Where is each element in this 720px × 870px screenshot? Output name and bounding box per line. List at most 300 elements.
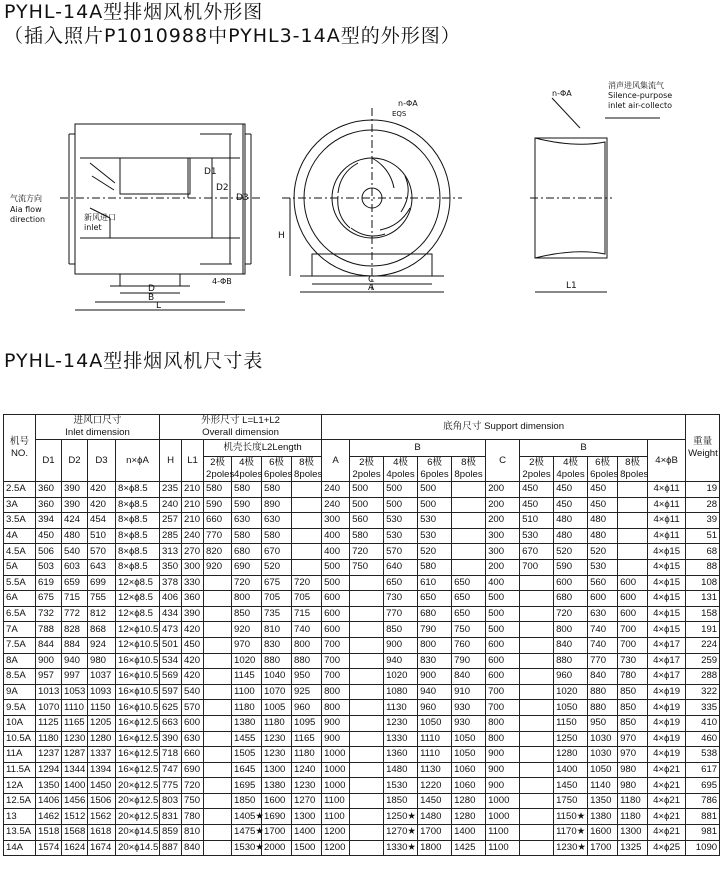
table-cell: 510	[520, 513, 554, 529]
col-h: H	[160, 440, 182, 482]
table-cell: 2.5A	[4, 482, 36, 498]
table-cell	[350, 622, 384, 638]
table-cell: 750	[350, 559, 384, 575]
table-cell: 8×ϕ8.5	[116, 482, 160, 498]
table-cell: 1400	[554, 762, 588, 778]
dimension-table	[3, 414, 720, 856]
table-cell	[204, 575, 232, 591]
table-row	[4, 809, 720, 825]
table-cell: 700	[618, 637, 648, 653]
table-cell: 3.5A	[4, 513, 36, 529]
table-cell: 300	[486, 528, 520, 544]
table-cell: 800	[322, 700, 350, 716]
table-cell	[204, 809, 232, 825]
table-row	[4, 497, 720, 513]
table-cell: 1695	[232, 778, 262, 794]
dim-d2: D2	[216, 183, 229, 193]
table-cell: 610	[418, 575, 452, 591]
table-cell: 580	[232, 528, 262, 544]
table-cell: 1400	[62, 778, 88, 794]
table-cell: 1480	[418, 809, 452, 825]
table-cell: 450	[588, 482, 618, 498]
table-row	[4, 840, 720, 856]
table-cell: 200	[486, 559, 520, 575]
table-cell: 360	[36, 497, 62, 513]
table-cell: 1280	[452, 793, 486, 809]
table-cell: 590	[204, 497, 232, 513]
table-cell: 191	[686, 622, 720, 638]
table-cell: 1456	[62, 793, 88, 809]
table-cell: 740	[292, 622, 322, 638]
table-cell	[618, 528, 648, 544]
table-cell	[204, 747, 232, 763]
table-cell: 1130	[418, 762, 452, 778]
table-cell: 300	[182, 559, 204, 575]
table-cell: 1505	[232, 747, 262, 763]
table-cell	[520, 669, 554, 685]
table-cell	[204, 622, 232, 638]
table-cell	[204, 840, 232, 856]
table-cell: 1100	[322, 793, 350, 809]
table-cell: 10A	[4, 715, 36, 731]
table-cell: 810	[262, 622, 292, 638]
dimension-table-body	[4, 482, 720, 856]
table-cell: 800	[232, 591, 262, 607]
table-cell: 9A	[4, 684, 36, 700]
col-b-group: B	[350, 440, 486, 457]
table-cell: 1070	[36, 700, 62, 716]
table-cell	[350, 762, 384, 778]
table-cell	[350, 809, 384, 825]
collector-label-en1: Silence-purpose	[608, 91, 673, 100]
table-cell	[520, 591, 554, 607]
b2-6poles: 6极 6poles	[588, 457, 618, 482]
table-cell: 510	[88, 528, 116, 544]
table-cell: 12×ϕ10.5	[116, 637, 160, 653]
table-cell: 570	[384, 544, 418, 560]
table-cell: 1380	[232, 715, 262, 731]
table-cell: 1140	[588, 778, 618, 794]
table-cell: 12A	[4, 778, 36, 794]
table-cell: 1040	[262, 669, 292, 685]
table-cell: 659	[62, 575, 88, 591]
col-l1: L1	[182, 440, 204, 482]
table-cell: 1013	[36, 684, 62, 700]
table-cell: 920	[232, 622, 262, 638]
table-cell: 520	[418, 544, 452, 560]
table-cell: 680	[554, 591, 588, 607]
table-cell: 10.5A	[4, 731, 36, 747]
table-cell: 705	[262, 591, 292, 607]
table-cell	[292, 559, 322, 575]
table-cell: 4×ϕ15	[648, 591, 686, 607]
table-cell: 1180	[618, 793, 648, 809]
table-cell: 650	[452, 606, 486, 622]
table-cell: 1050	[418, 715, 452, 731]
table-cell: 400	[486, 575, 520, 591]
table-cell	[350, 684, 384, 700]
table-cell: 1270	[292, 793, 322, 809]
table-cell: 790	[452, 653, 486, 669]
table-cell: 775	[160, 778, 182, 794]
table-cell: 670	[520, 544, 554, 560]
table-cell: 13.5A	[4, 825, 36, 841]
table-cell: 570	[182, 700, 204, 716]
table-cell: 1450	[554, 778, 588, 794]
table-cell: 600	[486, 637, 520, 653]
table-cell: 450	[182, 637, 204, 653]
table-cell: 1350	[588, 793, 618, 809]
table-cell: 1050	[452, 731, 486, 747]
table-cell: 1145	[232, 669, 262, 685]
table-cell: 700	[322, 637, 350, 653]
dim-a: A	[368, 283, 375, 293]
table-cell: 7.5A	[4, 637, 36, 653]
table-cell: 890	[262, 497, 292, 513]
table-row	[4, 591, 720, 607]
table-cell: 450	[36, 528, 62, 544]
table-cell	[204, 637, 232, 653]
table-cell: 732	[36, 606, 62, 622]
table-cell: 500	[350, 497, 384, 513]
table-cell	[350, 731, 384, 747]
table-row	[4, 669, 720, 685]
table-cell	[204, 715, 232, 731]
b2-2poles: 2极 2poles	[520, 457, 554, 482]
table-cell: 720	[232, 575, 262, 591]
table-cell: 1518	[36, 825, 62, 841]
table-cell: 240	[182, 528, 204, 544]
table-cell: 530	[520, 528, 554, 544]
table-cell	[520, 684, 554, 700]
table-cell: 420	[182, 653, 204, 669]
table-cell: 1200	[322, 840, 350, 856]
table-cell: 560	[588, 575, 618, 591]
table-cell: 940	[62, 653, 88, 669]
table-cell: 68	[686, 544, 720, 560]
table-cell: 9.5A	[4, 700, 36, 716]
table-cell: 4×ϕ17	[648, 653, 686, 669]
table-cell: 643	[88, 559, 116, 575]
dim-d: D	[148, 284, 155, 294]
table-cell: 980	[88, 653, 116, 669]
table-cell	[204, 669, 232, 685]
table-cell: 970	[618, 731, 648, 747]
table-cell: 285	[160, 528, 182, 544]
eqs-label: EQS	[392, 110, 407, 118]
table-cell: 259	[686, 653, 720, 669]
table-cell: 313	[160, 544, 182, 560]
table-cell: 1237	[36, 747, 62, 763]
table-cell: 970	[232, 637, 262, 653]
table-cell: 831	[160, 809, 182, 825]
table-row	[4, 825, 720, 841]
table-cell: 880	[262, 653, 292, 669]
table-cell: 540	[62, 544, 88, 560]
table-cell: 1394	[88, 762, 116, 778]
table-cell: 1110	[418, 731, 452, 747]
table-cell: 650	[418, 591, 452, 607]
table-cell: 530	[384, 528, 418, 544]
table-cell: 520	[262, 559, 292, 575]
b-6poles: 6极 6poles	[418, 457, 452, 482]
table-cell: 1200	[322, 825, 350, 841]
table-cell: 3A	[4, 497, 36, 513]
table-cell: 16×ϕ10.5	[116, 669, 160, 685]
table-cell: 257	[160, 513, 182, 529]
table-cell: 881	[686, 809, 720, 825]
table-cell: 1205	[88, 715, 116, 731]
table-cell: 1100	[486, 840, 520, 856]
table-cell: 20×ϕ12.5	[116, 809, 160, 825]
table-cell: 200	[486, 513, 520, 529]
inlet-header: 进风口尺寸 Inlet dimension	[36, 415, 160, 440]
table-cell: 158	[686, 606, 720, 622]
table-cell: 1030	[588, 747, 618, 763]
table-cell: 600	[554, 575, 588, 591]
table-cell: 940	[418, 684, 452, 700]
table-cell: 12×ϕ8.5	[116, 606, 160, 622]
airflow-label-en2: direction	[10, 215, 46, 224]
table-cell: 1400	[292, 825, 322, 841]
table-cell: 473	[160, 622, 182, 638]
table-cell: 8×ϕ8.5	[116, 513, 160, 529]
table-cell	[452, 482, 486, 498]
drawing-title: PYHL-14A型排烟风机外形图	[4, 1, 264, 23]
table-cell: 1070	[262, 684, 292, 700]
table-cell: 1000	[322, 747, 350, 763]
table-cell: 8.5A	[4, 669, 36, 685]
table-cell: 700	[486, 684, 520, 700]
table-cell: 1093	[88, 684, 116, 700]
table-cell	[452, 528, 486, 544]
table-cell: 800	[292, 637, 322, 653]
table-cell: 480	[588, 528, 618, 544]
table-cell: 500	[384, 482, 418, 498]
table-cell: 51	[686, 528, 720, 544]
table-cell: 715	[62, 591, 88, 607]
table-cell: 1287	[62, 747, 88, 763]
table-cell: 460	[686, 731, 720, 747]
table-cell: 600	[182, 715, 204, 731]
table-cell: 1230	[292, 778, 322, 794]
table-cell: 16×ϕ12.5	[116, 715, 160, 731]
table-cell: 394	[36, 513, 62, 529]
front-view	[282, 108, 462, 292]
collector-label-cn: 消声进风集流气	[608, 81, 664, 90]
table-cell: 1600	[262, 793, 292, 809]
table-cell: 500	[322, 575, 350, 591]
table-cell: 4×ϕ11	[648, 482, 686, 498]
table-cell: 780	[618, 669, 648, 685]
table-cell: 500	[350, 482, 384, 498]
table-cell: 1230	[262, 731, 292, 747]
table-cell: 1165	[62, 715, 88, 731]
table-cell: 534	[160, 653, 182, 669]
table-cell: 828	[62, 622, 88, 638]
table-cell: 580	[262, 482, 292, 498]
table-cell	[520, 809, 554, 825]
table-cell: 720	[350, 544, 384, 560]
table-cell: 1060	[452, 778, 486, 794]
table-cell: 1000	[322, 778, 350, 794]
table-cell	[350, 700, 384, 716]
table-cell: 1462	[36, 809, 62, 825]
table-cell: 850	[618, 700, 648, 716]
table-cell: 600	[322, 622, 350, 638]
col-a: A	[322, 440, 350, 482]
table-cell	[520, 762, 554, 778]
table-cell: 1850	[384, 793, 418, 809]
table-cell: 503	[36, 559, 62, 575]
table-cell: 1220	[418, 778, 452, 794]
table-row	[4, 700, 720, 716]
table-cell: 619	[36, 575, 62, 591]
table-cell: 1475★	[232, 825, 262, 841]
table-cell: 16×ϕ12.5	[116, 747, 160, 763]
table-cell: 1530★	[232, 840, 262, 856]
col-c: C	[486, 440, 520, 482]
table-cell: 900	[486, 762, 520, 778]
table-cell: 480	[588, 513, 618, 529]
table-cell: 1130	[384, 700, 418, 716]
table-cell	[520, 840, 554, 856]
table-cell: 1300	[618, 825, 648, 841]
table-cell: 1000	[486, 793, 520, 809]
table-cell	[520, 606, 554, 622]
table-cell: 4×ϕ19	[648, 731, 686, 747]
table-cell: 390	[160, 731, 182, 747]
table-cell: 11A	[4, 747, 36, 763]
table-cell: 224	[686, 637, 720, 653]
table-cell: 20×ϕ12.5	[116, 778, 160, 794]
table-cell: 4×ϕ15	[648, 559, 686, 575]
table-cell: 1000	[486, 809, 520, 825]
table-cell: 1562	[88, 809, 116, 825]
table-cell: 540	[182, 684, 204, 700]
table-cell: 600	[486, 669, 520, 685]
table-cell: 16×ϕ10.5	[116, 700, 160, 716]
table-cell: 1180	[262, 715, 292, 731]
table-cell: 790	[418, 622, 452, 638]
table-cell: 715	[292, 606, 322, 622]
table-cell: 1250	[554, 731, 588, 747]
table-cell: 1455	[232, 731, 262, 747]
table-cell: 39	[686, 513, 720, 529]
table-cell: 840	[588, 669, 618, 685]
table-cell: 1850	[232, 793, 262, 809]
col-b2-group: B	[520, 440, 648, 457]
table-cell: 28	[686, 497, 720, 513]
table-cell: 8×ϕ8.5	[116, 497, 160, 513]
table-cell: 4×ϕ19	[648, 700, 686, 716]
table-cell: 1750	[554, 793, 588, 809]
table-cell: 740	[588, 637, 618, 653]
table-cell: 1330★	[384, 840, 418, 856]
table-cell: 630	[182, 731, 204, 747]
table-cell: 210	[182, 513, 204, 529]
table-cell: 530	[588, 559, 618, 575]
drawing-subtitle: （插入照片P1010988中PYHL3-14A型的外形图）	[4, 25, 461, 47]
table-cell: 597	[160, 684, 182, 700]
table-cell: 580	[262, 528, 292, 544]
col-4xb: 4×ϕB	[648, 440, 686, 482]
table-cell: 700	[322, 669, 350, 685]
casing-8poles: 8极 8poles	[292, 457, 322, 482]
table-cell: 4×ϕ11	[648, 528, 686, 544]
dim-d3: D3	[236, 193, 249, 203]
table-cell	[292, 544, 322, 560]
table-cell: 900	[486, 778, 520, 794]
table-cell: 1110	[418, 747, 452, 763]
table-cell: 4×ϕ25	[648, 840, 686, 856]
table-cell: 660	[182, 747, 204, 763]
table-cell: 850	[384, 622, 418, 638]
table-cell: 600	[618, 591, 648, 607]
table-cell	[350, 653, 384, 669]
table-cell: 680	[418, 606, 452, 622]
table-cell: 900	[36, 653, 62, 669]
table-cell: 450	[554, 497, 588, 513]
table-cell	[204, 700, 232, 716]
table-cell: 1300	[262, 762, 292, 778]
table-cell: 12×ϕ10.5	[116, 622, 160, 638]
table-cell: 884	[62, 637, 88, 653]
table-cell: 1618	[88, 825, 116, 841]
table-cell: 950	[292, 669, 322, 685]
table-cell: 880	[588, 684, 618, 700]
table-cell: 887	[160, 840, 182, 856]
table-cell: 240	[160, 497, 182, 513]
table-cell: 1280	[452, 809, 486, 825]
table-cell: 4×ϕ15	[648, 575, 686, 591]
b2-8poles: 8极 8poles	[618, 457, 648, 482]
table-cell: 7A	[4, 622, 36, 638]
table-cell: 4×ϕ17	[648, 669, 686, 685]
table-cell: 730	[618, 653, 648, 669]
table-cell: 840	[554, 637, 588, 653]
table-cell: 1000	[322, 762, 350, 778]
table-cell	[520, 637, 554, 653]
table-cell	[204, 731, 232, 747]
table-cell: 675	[262, 575, 292, 591]
table-cell: 6A	[4, 591, 36, 607]
table-cell: 600	[322, 591, 350, 607]
table-cell: 300	[322, 513, 350, 529]
table-cell: 1100	[486, 825, 520, 841]
table-cell: 390	[62, 497, 88, 513]
table-cell: 981	[686, 825, 720, 841]
casing-4poles: 4极 4poles	[232, 457, 262, 482]
table-cell: 1406	[36, 793, 62, 809]
table-cell: 210	[182, 497, 204, 513]
table-cell: 800	[486, 731, 520, 747]
table-cell: 4×ϕ11	[648, 497, 686, 513]
table-cell: 850	[618, 684, 648, 700]
table-cell: 800	[486, 715, 520, 731]
table-cell: 500	[486, 591, 520, 607]
table-cell: 530	[384, 513, 418, 529]
table-cell: 5A	[4, 559, 36, 575]
table-cell: 14A	[4, 840, 36, 856]
table-cell	[618, 497, 648, 513]
table-cell: 4×ϕ21	[648, 762, 686, 778]
table-cell: 617	[686, 762, 720, 778]
table-cell: 1380	[262, 778, 292, 794]
table-cell	[292, 482, 322, 498]
table-cell: 235	[160, 482, 182, 498]
table-cell: 1344	[62, 762, 88, 778]
